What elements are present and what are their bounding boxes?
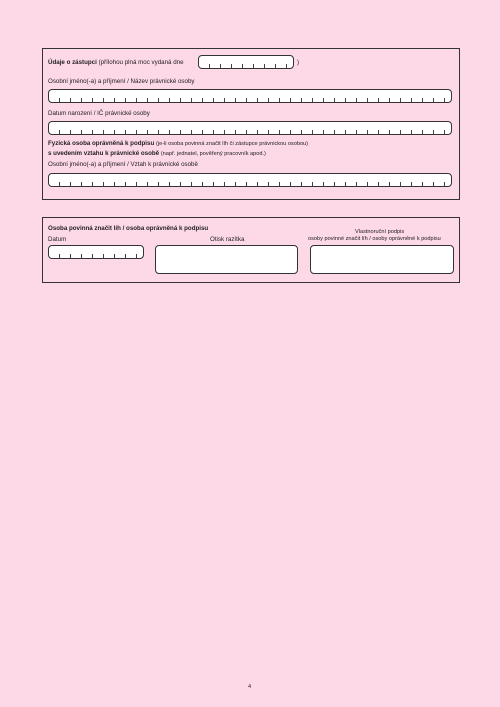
page-number: 4 bbox=[248, 684, 252, 690]
name-label: Osobní jméno(-a) a příjmení / Název právnické osoby bbox=[48, 78, 195, 85]
signature-section-title: Osoba povinná značit líh / osoba oprávněná k podpisu bbox=[48, 225, 209, 232]
date-label: Datum bbox=[48, 236, 67, 243]
representative-title-row bbox=[48, 59, 184, 66]
person-heading-row bbox=[48, 140, 308, 147]
stamp-label: Otisk razítka bbox=[210, 236, 245, 243]
relation-field[interactable] bbox=[48, 173, 452, 187]
person-note2: (např. jednatel, pověřený pracovník apod.) bbox=[160, 151, 266, 157]
person-heading: Fyzická osoba oprávněná k podpisu bbox=[48, 140, 155, 147]
handwritten-signature-label-line2: osoby povinné značit líh / osoby oprávněné k podpisu bbox=[308, 236, 441, 242]
signature-field[interactable] bbox=[310, 245, 454, 274]
representative-title: Údaje o zástupci bbox=[48, 59, 97, 66]
person-heading2: s uvedením vztahu k právnické osobě bbox=[48, 150, 160, 157]
birth-id-field[interactable] bbox=[48, 121, 452, 135]
handwritten-signature-label-line1: Vlastnoruční podpis bbox=[355, 229, 405, 235]
birth-id-label: Datum narození / IČ právnické osoby bbox=[48, 110, 150, 117]
relation-label: Osobní jméno(-a) a příjmení / Vztah k právnické osobě bbox=[48, 161, 198, 168]
name-field[interactable] bbox=[48, 89, 452, 103]
power-of-attorney-date-field[interactable] bbox=[198, 55, 294, 69]
stamp-field[interactable] bbox=[155, 245, 298, 274]
title-close-paren: ) bbox=[297, 59, 300, 66]
signature-date-field[interactable] bbox=[48, 245, 144, 259]
person-note: (je-li osoba povinná značit líh či zástupce právnickou osobou) bbox=[155, 141, 309, 147]
person-heading2-row bbox=[48, 150, 266, 157]
representative-title-note: (přílohou plná moc vydaná dne bbox=[98, 59, 184, 66]
